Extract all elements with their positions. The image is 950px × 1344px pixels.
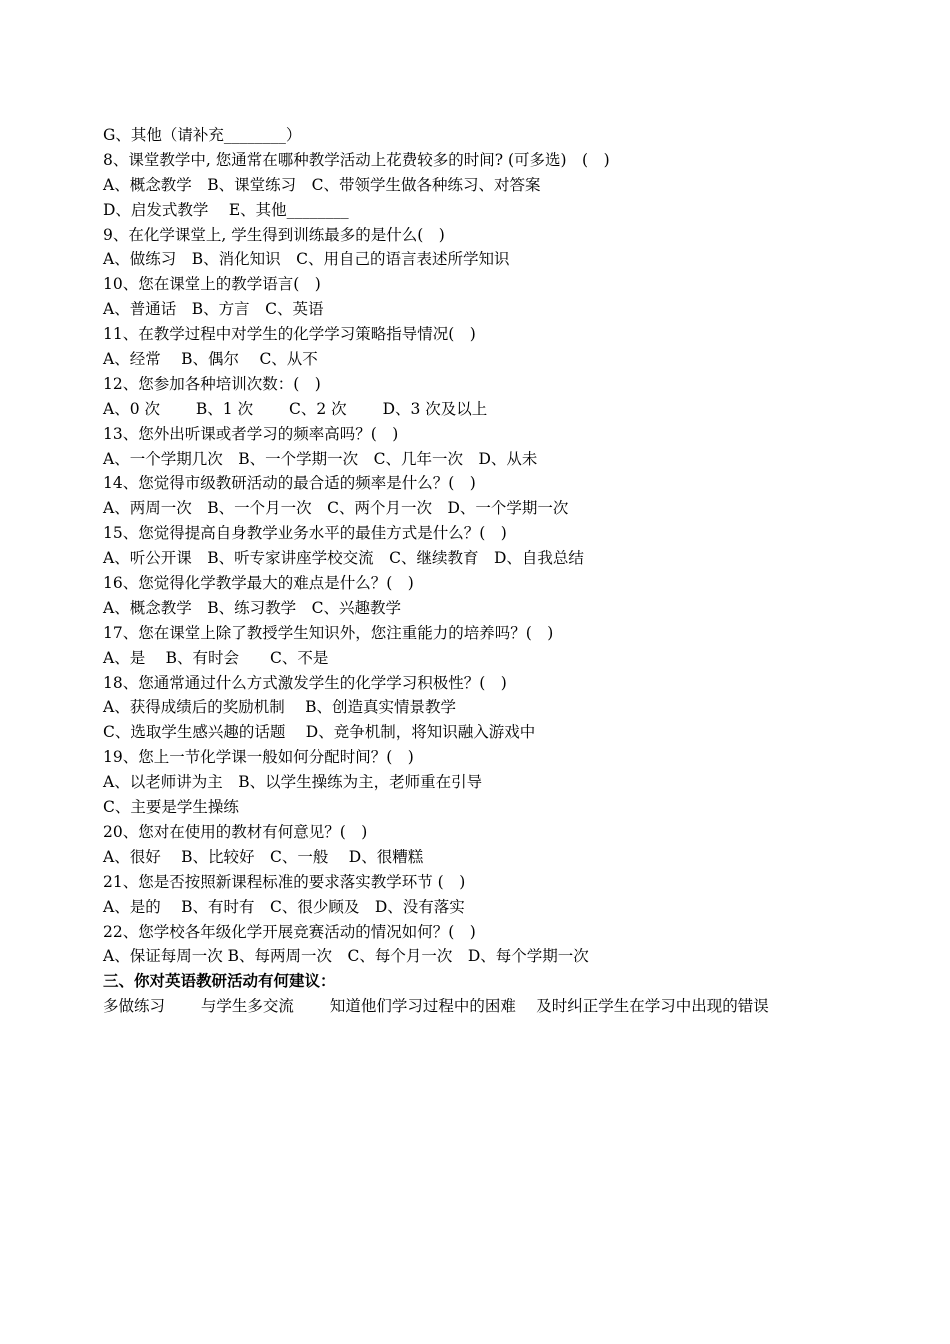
question-20: 20、您对在使用的教材有何意见？( ) (103, 822, 368, 841)
options-8a: A、概念教学 B、课堂练习 C、带领学生做各种练习、对答案 (103, 175, 541, 194)
options-18b: C、选取学生感兴趣的话题 D、竞争机制，将知识融入游戏中 (103, 723, 536, 742)
options-19b: C、主要是学生操练 (103, 798, 239, 817)
options-9: A、做练习 B、消化知识 C、用自己的语言表述所学知识 (103, 250, 510, 269)
question-9: 9、在化学课堂上, 学生得到训练最多的是什么( ) (103, 225, 445, 244)
options-20: A、很好 B、比较好 C、一般 D、很糟糕 (103, 847, 424, 866)
options-16: A、概念教学 B、练习教学 C、兴趣教学 (103, 598, 401, 617)
question-13: 13、您外出听课或者学习的频率高吗？( ) (103, 424, 399, 443)
question-10: 10、您在课堂上的教学语言( ) (103, 275, 321, 294)
options-17: A、是 B、有时会 C、不是 (103, 648, 329, 667)
options-11: A、经常 B、偶尔 C、从不 (103, 350, 318, 369)
question-21: 21、您是否按照新课程标准的要求落实教学环节 ( ) (103, 872, 466, 891)
question-15: 15、您觉得提高自身教学业务水平的最佳方式是什么？( ) (103, 524, 507, 543)
option-line-g: G、其他（请补充________） (103, 126, 302, 144)
question-12: 12、您参加各种培训次数：( ) (103, 374, 321, 393)
section-title: 三、你对英语教研活动有何建议： (103, 971, 336, 991)
question-14: 14、您觉得市级教研活动的最合适的频率是什么？( ) (103, 474, 476, 493)
question-22: 22、您学校各年级化学开展竞赛活动的情况如何？( ) (103, 922, 476, 941)
options-13: A、一个学期几次 B、一个学期一次 C、几年一次 D、从未 (103, 449, 538, 468)
options-19a: A、以老师讲为主 B、以学生操练为主，老师重在引导 (103, 773, 483, 792)
options-8b: D、启发式教学 E、其他________ (103, 200, 349, 219)
questionnaire-body (103, 123, 903, 1019)
question-11: 11、在教学过程中对学生的化学学习策略指导情况( ) (103, 325, 476, 344)
question-16: 16、您觉得化学教学最大的难点是什么？( ) (103, 574, 414, 593)
question-18: 18、您通常通过什么方式激发学生的化学学习积极性？( ) (103, 673, 507, 692)
question-8: 8、课堂教学中, 您通常在哪种教学活动上花费较多的时间? (可多选) ( ) (103, 150, 610, 169)
options-15: A、听公开课 B、听专家讲座学校交流 C、继续教育 D、自我总结 (103, 549, 584, 568)
options-12: A、0 次 B、1 次 C、2 次 D、3 次及以上 (103, 399, 488, 418)
options-22: A、保证每周一次 B、每两周一次 C、每个月一次 D、每个学期一次 (103, 947, 589, 966)
suggestion-answer: 多做练习 与学生多交流 知道他们学习过程中的困难 及时纠正学生在学习中出现的错误 (103, 997, 769, 1016)
options-14: A、两周一次 B、一个月一次 C、两个月一次 D、一个学期一次 (103, 499, 569, 518)
options-21: A、是的 B、有时有 C、很少顾及 D、没有落实 (103, 897, 465, 916)
options-10: A、普通话 B、方言 C、英语 (103, 300, 324, 319)
options-18a: A、获得成绩后的奖励机制 B、创造真实情景教学 (103, 698, 457, 717)
question-19: 19、您上一节化学课一般如何分配时间？( ) (103, 748, 414, 767)
question-17: 17、您在课堂上除了教授学生知识外，您注重能力的培养吗？( ) (103, 623, 554, 642)
